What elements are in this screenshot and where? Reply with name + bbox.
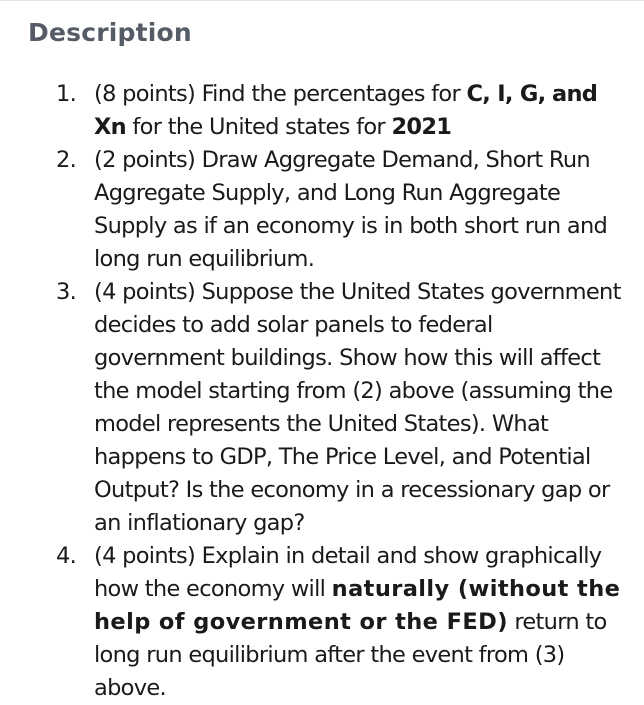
question-text-segment: (4 points) Explain in detail and show graphically how the economy will	[94, 543, 602, 602]
question-item-2	[56, 144, 626, 276]
question-list	[56, 78, 626, 705]
question-text-segment: for the United states for	[125, 114, 392, 140]
question-number: 3.	[56, 279, 77, 305]
bold-phrase: naturally (without the help of government or the FED)	[94, 576, 621, 635]
question-number: 4.	[56, 543, 77, 569]
bold-year: 2021	[391, 114, 452, 140]
description-heading: Description	[28, 18, 192, 47]
bold-term: and Xn	[94, 81, 598, 140]
question-text	[94, 78, 626, 144]
question-text	[94, 540, 626, 705]
bold-term: C, I, G,	[466, 81, 546, 107]
question-text: (4 points) Suppose the United States government decides to add solar panels to federal government buildings. Show how this will affect the model starting from (2) above (assuming the model represents the United States). What happens to GDP, The Price Level, and Potential Output? Is the economy in a recessionary gap or an inflationary gap?	[94, 279, 621, 536]
question-text: (2 points) Draw Aggregate Demand, Short Run Aggregate Supply, and Long Run Aggregate Supply as if an economy is in both short run and long run equilibrium.	[94, 147, 608, 272]
question-number: 2.	[56, 147, 77, 173]
question-text-segment: return to long run equilibrium after the event from (3) above.	[94, 609, 607, 701]
question-number: 1.	[56, 81, 77, 107]
question-text-segment: (8 points) Find the percentages for	[94, 81, 467, 107]
question-item-1	[56, 78, 626, 144]
question-item-4	[56, 540, 626, 705]
question-item-3	[56, 276, 626, 540]
top-divider	[0, 0, 644, 1]
